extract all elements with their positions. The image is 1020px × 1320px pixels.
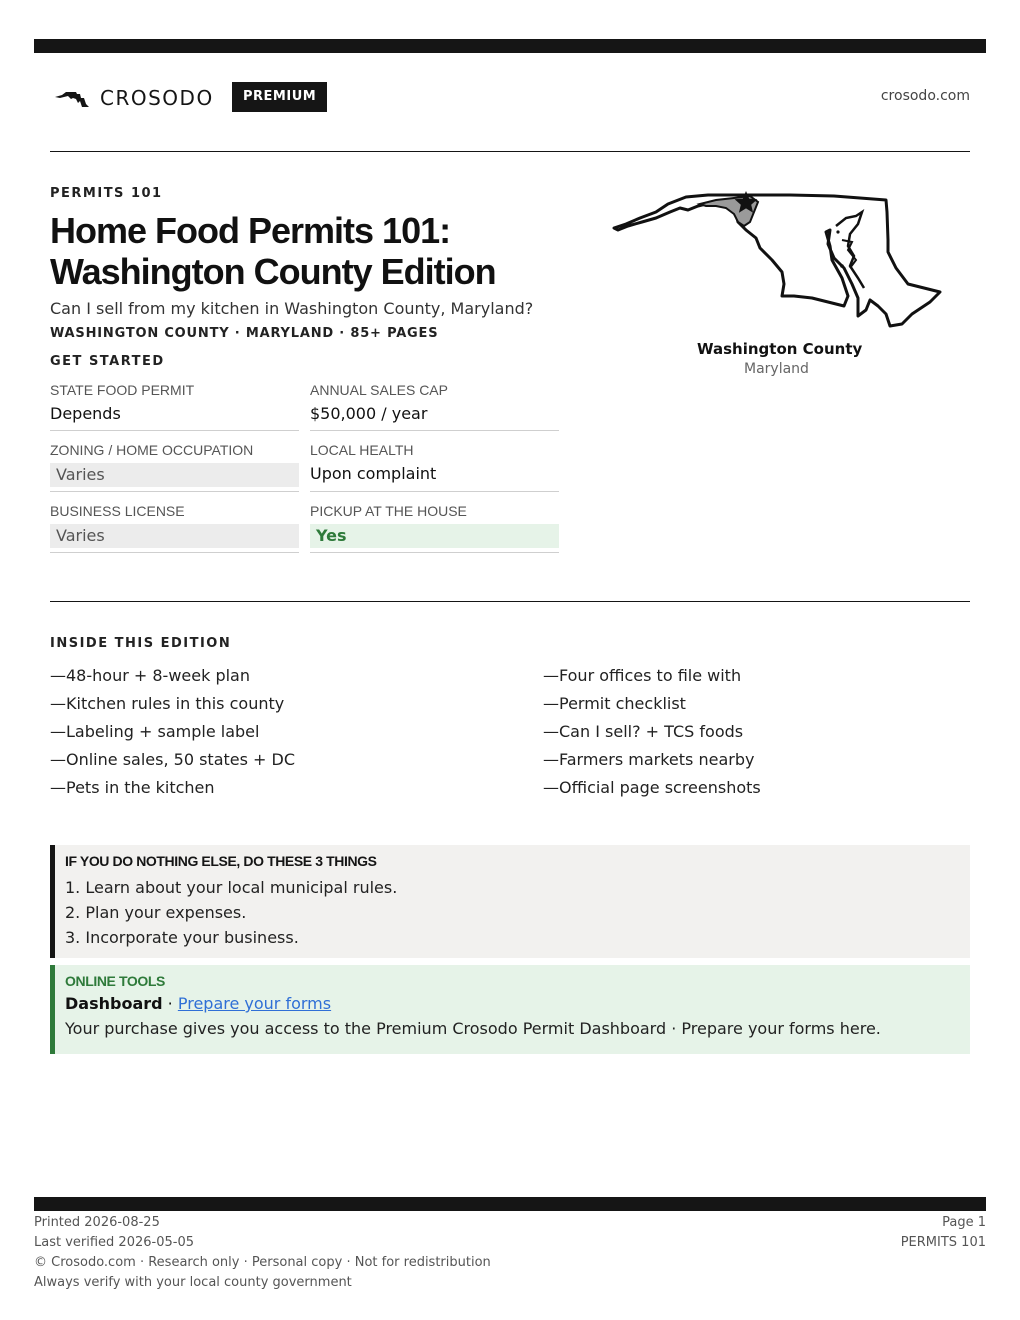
- maryland-outline: [614, 195, 940, 326]
- list-item: —Farmers markets nearby: [543, 750, 755, 769]
- header: [50, 82, 970, 114]
- header-divider: [50, 151, 970, 152]
- fact-value: Yes: [310, 524, 559, 548]
- fact-value: Varies: [50, 463, 299, 487]
- bottom-bar: [34, 1197, 986, 1211]
- map-caption-county: Washington County: [697, 340, 863, 358]
- list-item: —Kitchen rules in this county: [50, 694, 285, 713]
- premium-badge: PREMIUM: [232, 82, 327, 112]
- inside-list-right: [543, 662, 761, 802]
- fact-label: ZONING / HOME OCCUPATION: [50, 442, 254, 458]
- title-line-1: Home Food Permits 101:: [50, 210, 451, 251]
- page-number: Page 1: [942, 1215, 986, 1230]
- site-link[interactable]: crosodo.com: [880, 88, 970, 104]
- fact-value: Varies: [50, 524, 299, 548]
- list-item: —Can I sell? + TCS foods: [543, 722, 744, 741]
- list-item: 1. Learn about your local municipal rules.: [65, 878, 398, 897]
- fact-label: PICKUP AT THE HOUSE: [310, 503, 467, 519]
- title-line-2: Washington County Edition: [50, 251, 496, 292]
- island-dot-2: [836, 230, 839, 233]
- list-item: —Four offices to file with: [543, 666, 742, 685]
- prepare-forms-link[interactable]: Prepare your forms: [177, 994, 332, 1013]
- online-tools-callout: [50, 965, 970, 1054]
- kicker: PERMITS 101: [50, 186, 163, 201]
- page-title: [50, 210, 610, 292]
- footer-right: [901, 1213, 986, 1253]
- verify-note: Always verify with your local county government: [34, 1275, 352, 1290]
- maryland-state-icon: [54, 88, 90, 108]
- verified-date: Last verified 2026-05-05: [34, 1235, 194, 1250]
- fact-value: Upon complaint: [310, 464, 437, 483]
- edition-meta: WASHINGTON COUNTY · MARYLAND · 85+ PAGES: [50, 326, 439, 341]
- fact-local-health: [310, 442, 559, 492]
- list-item: —Labeling + sample label: [50, 722, 260, 741]
- list-item: —Pets in the kitchen: [50, 778, 215, 797]
- fact-zoning: [50, 442, 299, 492]
- list-item: —Permit checklist: [543, 694, 686, 713]
- fact-label: BUSINESS LICENSE: [50, 503, 185, 519]
- fact-value: $50,000 / year: [310, 404, 428, 423]
- subtitle: Can I sell from my kitchen in Washington County, Maryland?: [50, 299, 534, 318]
- inside-heading: INSIDE THIS EDITION: [50, 636, 232, 651]
- maryland-map: [612, 188, 944, 332]
- tools-links-line: [65, 994, 960, 1013]
- fact-business-license: [50, 503, 299, 553]
- footer-left: [34, 1213, 491, 1293]
- footer-section: PERMITS 101: [900, 1235, 986, 1250]
- map-caption-state: Maryland: [744, 361, 809, 377]
- fact-annual-sales-cap: [310, 382, 559, 431]
- printed-date: Printed 2026-08-25: [34, 1215, 160, 1230]
- list-item: 2. Plan your expenses.: [65, 903, 247, 922]
- fact-label: ANNUAL SALES CAP: [310, 382, 448, 398]
- fact-label: STATE FOOD PERMIT: [50, 382, 195, 398]
- three-things-list: [65, 875, 960, 950]
- list-item: —48-hour + 8-week plan: [50, 666, 250, 685]
- fact-state-food-permit: [50, 382, 299, 431]
- brand-name: CROSODO: [100, 86, 214, 110]
- inside-list-left: [50, 662, 295, 802]
- copyright: © Crosodo.com · Research only · Personal copy · Not for redistribution: [34, 1255, 491, 1270]
- three-things-callout: [50, 845, 970, 958]
- top-bar: [34, 39, 986, 53]
- logo[interactable]: [54, 86, 214, 110]
- list-item: —Online sales, 50 states + DC: [50, 750, 296, 769]
- separator: ·: [162, 994, 178, 1013]
- three-things-title: IF YOU DO NOTHING ELSE, DO THESE 3 THINGS: [65, 853, 377, 869]
- get-started-heading: GET STARTED: [50, 354, 165, 369]
- dashboard-label: Dashboard: [65, 994, 163, 1013]
- fact-value: Depends: [50, 404, 121, 423]
- section-divider: [50, 601, 970, 602]
- fact-pickup: [310, 503, 559, 553]
- list-item: 3. Incorporate your business.: [65, 928, 299, 947]
- online-tools-title: ONLINE TOOLS: [65, 973, 165, 989]
- island-dot-1: [840, 264, 844, 268]
- list-item: —Official page screenshots: [543, 778, 761, 797]
- tools-description: Your purchase gives you access to the Premium Crosodo Permit Dashboard · Prepare your forms here.: [65, 1019, 881, 1038]
- facts-grid: [50, 382, 559, 564]
- fact-label: LOCAL HEALTH: [310, 442, 414, 458]
